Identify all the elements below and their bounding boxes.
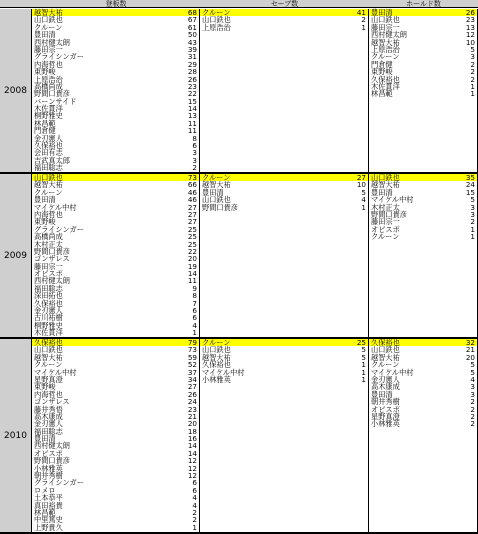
stat-value: 12 — [187, 456, 197, 466]
player-name: クルーン — [202, 8, 231, 17]
stat-value: 20 — [187, 254, 197, 264]
header-wins: 登板数 — [32, 0, 200, 8]
player-name: クルーン — [34, 22, 63, 32]
stat-value: 4 — [470, 374, 475, 384]
player-name: 上原浩治 — [202, 22, 231, 32]
stat-value: 8 — [192, 133, 197, 143]
player-name: 小林雅英 — [34, 463, 63, 473]
player-name: 小林雅英 — [371, 419, 400, 429]
wins-list — [32, 9, 200, 172]
stat-value: 1 — [361, 22, 366, 32]
player-name: 高木康成 — [34, 411, 63, 421]
stat-value: 14 — [187, 104, 197, 114]
stat-value: 22 — [187, 89, 197, 99]
stat-value: 35 — [465, 173, 475, 182]
player-name: 門倉健 — [34, 126, 56, 136]
player-name: 山口鉄也 — [34, 173, 63, 182]
stat-value: 79 — [187, 338, 197, 347]
player-name: 野間口貴彦 — [34, 89, 70, 99]
stat-value: 24 — [187, 397, 197, 407]
stat-value: 25 — [187, 232, 197, 242]
stat-value: 14 — [187, 269, 197, 279]
player-name: 木村正太 — [34, 239, 63, 249]
stat-value: 3 — [470, 202, 475, 212]
wins-list — [32, 174, 200, 337]
stat-value: 2 — [470, 67, 475, 77]
player-name: 上原浩治 — [34, 74, 63, 84]
list-item — [32, 329, 199, 336]
player-name: マイケル中村 — [34, 202, 77, 212]
stat-value: 2 — [470, 404, 475, 414]
player-name: 高橋尚成 — [34, 81, 63, 91]
stat-value: 1 — [470, 232, 475, 242]
player-name: クルーン — [34, 187, 63, 197]
stat-value: 12 — [187, 463, 197, 473]
player-name: 山口鉄也 — [34, 15, 63, 25]
stat-value: 27 — [356, 173, 366, 182]
stat-value: 26 — [187, 74, 197, 84]
player-name: ロメロ — [34, 485, 56, 495]
player-name: 久保裕也 — [34, 338, 63, 347]
stat-value: 3 — [192, 155, 197, 165]
stat-value: 2 — [361, 15, 366, 25]
player-name: 朝井秀樹 — [34, 471, 63, 481]
player-name: 西村健太朗 — [34, 276, 70, 286]
stat-value: 25 — [356, 338, 366, 347]
stat-value: 1 — [470, 81, 475, 91]
stat-value: 41 — [356, 8, 366, 17]
stat-value: 43 — [187, 37, 197, 47]
stat-value: 1 — [470, 224, 475, 234]
player-name: 上野貴久 — [34, 522, 63, 532]
player-name: 久保裕也 — [34, 141, 63, 151]
stat-value: 23 — [187, 81, 197, 91]
player-name: 木佐貫洋 — [34, 328, 63, 338]
player-name: クルーン — [371, 232, 400, 242]
player-name: 越智大祐 — [371, 352, 400, 362]
player-name: グライシンガー — [34, 478, 84, 488]
player-name: 藤田宗一 — [371, 22, 400, 32]
stat-value: 68 — [187, 8, 197, 17]
stat-value: 2 — [470, 397, 475, 407]
wins-list — [32, 339, 200, 532]
list-item — [32, 61, 199, 68]
player-name: 東野峻 — [34, 382, 56, 392]
player-name: 上原浩治 — [371, 44, 400, 54]
saves-list — [200, 339, 369, 532]
player-name: 越智大祐 — [34, 8, 63, 17]
stat-value: 32 — [465, 338, 475, 347]
stat-value: 52 — [187, 360, 197, 370]
player-name: 越智大祐 — [371, 37, 400, 47]
stat-value: 25 — [187, 239, 197, 249]
player-name: 越智大祐 — [34, 352, 63, 362]
stat-value: 1 — [192, 522, 197, 532]
player-name: オビスポ — [34, 269, 63, 279]
player-name: バーンサイド — [34, 96, 77, 106]
stat-value: 15 — [187, 96, 197, 106]
list-item — [32, 211, 199, 218]
player-name: 木村正太 — [371, 202, 400, 212]
stat-value: 37 — [187, 367, 197, 377]
player-name: 吉武真太郎 — [34, 155, 70, 165]
list-item — [200, 204, 368, 211]
stat-value: 2 — [470, 411, 475, 421]
saves-list — [200, 9, 369, 172]
stat-value: 3 — [470, 382, 475, 392]
stat-value: 9 — [192, 283, 197, 293]
stat-value: 20 — [465, 352, 475, 362]
stat-value: 28 — [187, 67, 197, 77]
stat-value: 2 — [470, 419, 475, 429]
list-item — [369, 90, 477, 97]
player-name: 山口鉄也 — [34, 345, 63, 355]
stat-value: 27 — [187, 217, 197, 227]
player-name: オビスポ — [371, 404, 400, 414]
player-name: 豊田清 — [371, 187, 393, 197]
stat-value: 11 — [187, 118, 197, 128]
stat-value: 61 — [187, 22, 197, 32]
stat-value: 1 — [361, 374, 366, 384]
header-holds: ホールド数 — [369, 0, 478, 8]
stat-value: 10 — [465, 37, 475, 47]
stat-value: 2 — [470, 74, 475, 84]
stat-value: 21 — [187, 411, 197, 421]
player-name: 越智大祐 — [34, 180, 63, 190]
player-name: 内海哲也 — [34, 209, 63, 219]
player-name: 野間口貴彦 — [371, 209, 407, 219]
stat-value: 8 — [192, 291, 197, 301]
player-name: 豊田清 — [202, 187, 224, 197]
player-name: 西村健太朗 — [34, 37, 70, 47]
player-name: 豊田清 — [371, 8, 393, 17]
stat-value: 23 — [187, 404, 197, 414]
player-name: 金刃憲人 — [371, 374, 400, 384]
stat-value: 1 — [361, 360, 366, 370]
player-name: 豊田清 — [34, 195, 56, 205]
player-name: 藤井秀悟 — [34, 404, 63, 414]
player-name: 山口鉄也 — [202, 195, 231, 205]
player-name: 山口鉄也 — [371, 173, 400, 182]
stat-value: 27 — [187, 202, 197, 212]
stat-value: 3 — [470, 389, 475, 399]
player-name: 木佐貫洋 — [34, 104, 63, 114]
stat-value: 46 — [187, 187, 197, 197]
player-name: 西村健太朗 — [34, 441, 70, 451]
player-name: 桐野雅史 — [34, 111, 63, 121]
player-name: 会田有志 — [34, 148, 63, 158]
list-item — [32, 502, 199, 509]
player-name: 桐野雅史 — [34, 320, 63, 330]
stat-value: 3 — [470, 52, 475, 62]
player-name: クルーン — [202, 338, 231, 347]
player-name: 久保裕也 — [371, 74, 400, 84]
saves-list — [200, 174, 369, 337]
stat-value: 26 — [187, 389, 197, 399]
stat-value: 26 — [465, 8, 475, 17]
stat-value: 22 — [187, 246, 197, 256]
player-name: 山口鉄也 — [202, 15, 231, 25]
stat-value: 23 — [465, 15, 475, 25]
player-name: 越智大祐 — [202, 352, 231, 362]
player-name: マイケル中村 — [371, 195, 414, 205]
player-name: 東野峻 — [34, 67, 56, 77]
stat-value: 27 — [187, 209, 197, 219]
stat-value: 1 — [470, 89, 475, 99]
list-item — [32, 120, 199, 127]
stat-value: 6 — [192, 485, 197, 495]
player-name: 福田聡志 — [34, 163, 63, 173]
stat-value: 2 — [192, 507, 197, 517]
list-item — [32, 376, 199, 383]
player-name: 東野峻 — [371, 67, 393, 77]
player-name: 高木康成 — [371, 382, 400, 392]
stat-value: 31 — [187, 52, 197, 62]
stat-value: 5 — [470, 367, 475, 377]
holds-list — [369, 339, 478, 532]
player-name: 福田聡志 — [34, 283, 63, 293]
holds-list — [369, 174, 478, 337]
player-name: 中里篤史 — [34, 515, 63, 525]
player-name: オビスポ — [371, 224, 400, 234]
stat-value: 15 — [465, 187, 475, 197]
player-name: マイケル中村 — [371, 367, 414, 377]
list-item — [369, 233, 477, 240]
player-name: マイケル中村 — [202, 367, 245, 377]
player-name: 星野真澄 — [371, 411, 400, 421]
player-name: 山口鉄也 — [371, 15, 400, 25]
player-name: 金刃憲人 — [34, 419, 63, 429]
player-name: 豊田清 — [34, 30, 56, 40]
stat-value: 1 — [361, 202, 366, 212]
player-name: 豊田清 — [34, 434, 56, 444]
stat-value: 13 — [187, 111, 197, 121]
player-name: 藤田宗一 — [34, 261, 63, 271]
stat-value: 5 — [361, 187, 366, 197]
player-name: 久保裕也 — [202, 360, 231, 370]
stat-value: 5 — [470, 195, 475, 205]
stat-value: 4 — [192, 500, 197, 510]
player-name: 林昌範 — [34, 507, 56, 517]
holds-list — [369, 9, 478, 172]
player-name: 深田拓也 — [34, 291, 63, 301]
player-name: 野間口貴彦 — [202, 202, 238, 212]
player-name: 久保裕也 — [34, 298, 63, 308]
player-name: 朝井秀樹 — [371, 397, 400, 407]
list-item — [32, 428, 199, 435]
stat-value: 12 — [187, 471, 197, 481]
player-name: 野間口貴彦 — [34, 456, 70, 466]
player-name: マイケル中村 — [34, 367, 77, 377]
player-name: 金刃憲人 — [34, 306, 63, 316]
stat-value: 1 — [361, 367, 366, 377]
stat-value: 1 — [192, 328, 197, 338]
stat-value: 14 — [187, 441, 197, 451]
stat-value: 39 — [187, 44, 197, 54]
list-item — [369, 420, 477, 427]
list-item — [32, 524, 199, 531]
player-name: 林昌範 — [34, 118, 56, 128]
player-name: 金刃憲人 — [34, 133, 63, 143]
stat-value: 2 — [192, 515, 197, 525]
list-item — [200, 181, 368, 188]
list-item — [32, 164, 199, 171]
player-name: オビスポ — [34, 448, 63, 458]
stat-value: 73 — [187, 173, 197, 182]
stat-value: 59 — [187, 352, 197, 362]
stat-value: 67 — [187, 15, 197, 25]
stat-value: 5 — [470, 360, 475, 370]
player-name: 久保裕也 — [371, 338, 400, 347]
player-name: 福田聡志 — [34, 426, 63, 436]
stat-value: 24 — [465, 180, 475, 190]
player-name: 東野峻 — [34, 217, 56, 227]
player-name: 小林雅英 — [202, 374, 231, 384]
stat-value: 73 — [187, 345, 197, 355]
player-name: 藤田宗一 — [34, 44, 63, 54]
list-item — [32, 24, 199, 31]
stat-value: 10 — [356, 180, 366, 190]
player-name: グライシンガー — [34, 224, 84, 234]
player-name: 越智大祐 — [371, 180, 400, 190]
stat-value: 4 — [361, 195, 366, 205]
player-name: 星野真澄 — [34, 374, 63, 384]
stat-value: 11 — [187, 126, 197, 136]
player-name: 藤田宗一 — [371, 217, 400, 227]
player-name: クルーン — [34, 360, 63, 370]
header-corner — [0, 0, 32, 8]
stat-value: 27 — [187, 382, 197, 392]
stat-value: 2 — [470, 217, 475, 227]
player-name: 真田裕貴 — [34, 500, 63, 510]
player-name: 山口鉄也 — [202, 345, 231, 355]
stat-value: 21 — [465, 345, 475, 355]
stat-value: 2 — [470, 59, 475, 69]
stat-value: 34 — [187, 374, 197, 384]
stat-value: 66 — [187, 180, 197, 190]
player-name: 門倉健 — [371, 59, 393, 69]
player-name: 内海哲也 — [34, 389, 63, 399]
stat-value: 4 — [192, 493, 197, 503]
player-name: ゴンザレス — [34, 254, 70, 264]
player-name: 山口鉄也 — [371, 345, 400, 355]
stat-value: 19 — [187, 261, 197, 271]
stat-value: 4 — [192, 320, 197, 330]
player-name: 野間口貴彦 — [34, 246, 70, 256]
list-item — [32, 189, 199, 196]
stat-value: 6 — [192, 478, 197, 488]
player-name: 木佐貫洋 — [371, 81, 400, 91]
header-saves: セーブ数 — [200, 0, 369, 8]
player-name: 越智大祐 — [202, 180, 231, 190]
list-item — [32, 112, 199, 119]
stat-value: 25 — [187, 224, 197, 234]
stat-value: 46 — [187, 195, 197, 205]
stat-value: 50 — [187, 30, 197, 40]
stat-value: 5 — [470, 44, 475, 54]
stat-value: 16 — [187, 434, 197, 444]
stat-value: 3 — [470, 209, 475, 219]
year-label: 2008 — [0, 9, 32, 172]
player-name: クルーン — [371, 52, 400, 62]
player-name: 内海哲也 — [34, 59, 63, 69]
stat-value: 3 — [192, 148, 197, 158]
player-name: 西村健太朗 — [371, 30, 407, 40]
list-item — [200, 376, 368, 383]
stat-value: 6 — [192, 306, 197, 316]
player-name: グライシンガー — [34, 52, 84, 62]
player-name: 林昌範 — [371, 89, 393, 99]
stat-value: 18 — [187, 426, 197, 436]
player-name: クルーン — [202, 173, 231, 182]
year-label: 2010 — [0, 339, 32, 532]
player-name: 高橋尚成 — [34, 232, 63, 242]
stat-value: 13 — [465, 22, 475, 32]
stat-value: 6 — [192, 313, 197, 323]
stat-value: 14 — [187, 448, 197, 458]
player-name: クルーン — [371, 360, 400, 370]
stat-value: 7 — [192, 298, 197, 308]
list-item — [32, 479, 199, 486]
stat-value: 5 — [361, 352, 366, 362]
stat-value: 29 — [187, 59, 197, 69]
stat-value: 5 — [361, 345, 366, 355]
year-label: 2009 — [0, 174, 32, 337]
player-name: ゴンザレス — [34, 397, 70, 407]
stat-value: 2 — [192, 163, 197, 173]
stat-value: 20 — [187, 419, 197, 429]
stat-value: 11 — [187, 276, 197, 286]
player-name: 古川祐樹 — [34, 313, 63, 323]
stat-value: 6 — [192, 141, 197, 151]
player-name: 土本恭平 — [34, 493, 63, 503]
list-item — [200, 24, 368, 31]
stat-value: 12 — [465, 30, 475, 40]
player-name: 豊田清 — [371, 389, 393, 399]
